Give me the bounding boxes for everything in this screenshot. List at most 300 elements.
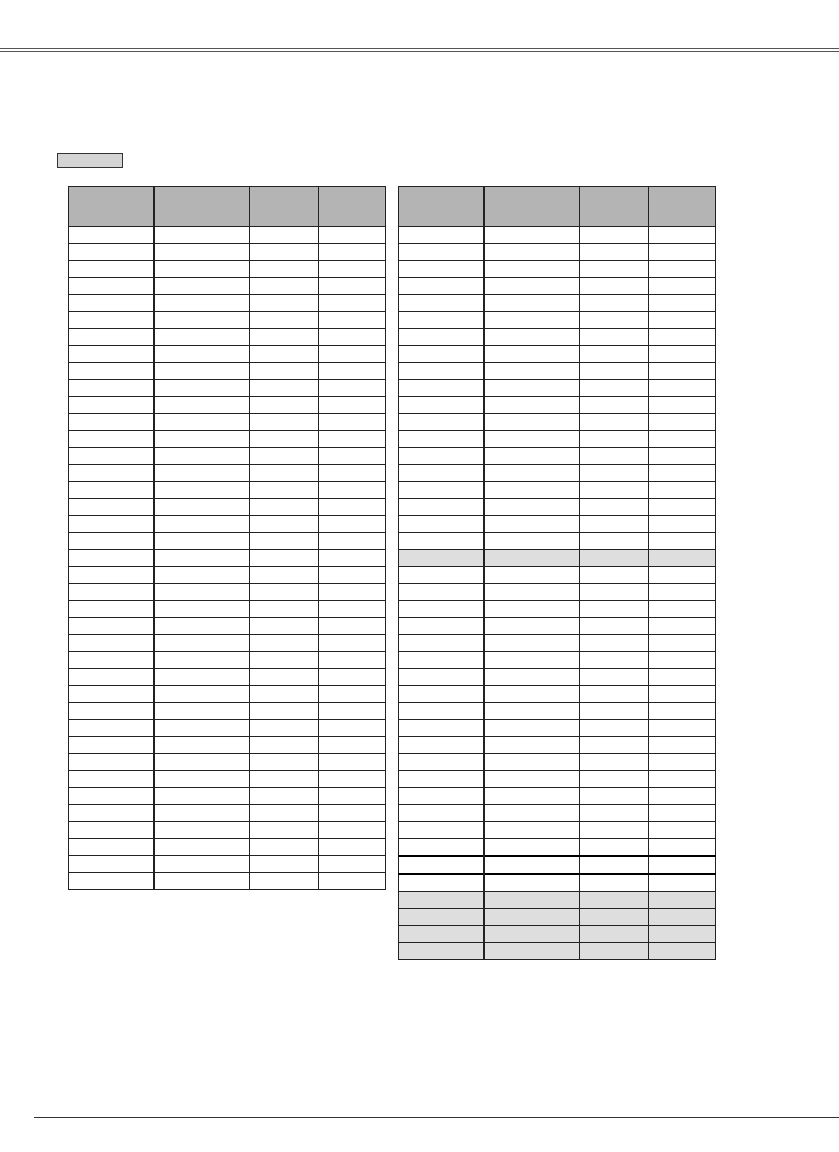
left-table-cell [69, 380, 154, 397]
left-table-cell [319, 329, 386, 346]
left-table-cell [319, 873, 386, 890]
left-table-row [69, 601, 386, 618]
right-table-cell [399, 856, 484, 874]
right-table-cell [649, 448, 716, 465]
left-table-row [69, 448, 386, 465]
left-table-cell [69, 414, 154, 431]
left-table-cell [154, 550, 250, 567]
right-table-cell [399, 737, 484, 754]
right-table-cell [580, 839, 649, 857]
left-table-cell [319, 465, 386, 482]
left-table-cell [250, 839, 319, 856]
left-table-row [69, 244, 386, 261]
left-table-cell [250, 669, 319, 686]
left-table-cell [69, 737, 154, 754]
left-table-cell [69, 754, 154, 771]
right-table-cell [399, 397, 484, 414]
right-table-cell [399, 926, 484, 943]
right-table-cell [484, 874, 580, 892]
right-table-cell [484, 397, 580, 414]
left-table-cell [319, 669, 386, 686]
right-table-cell [399, 754, 484, 771]
right-table-cell [484, 312, 580, 329]
left-table-row [69, 329, 386, 346]
right-table-header-col-1 [399, 187, 484, 227]
left-table-cell [69, 805, 154, 822]
left-table-cell [250, 788, 319, 805]
right-table-row [399, 669, 716, 686]
left-table-cell [319, 227, 386, 244]
right-table-cell [399, 874, 484, 892]
right-table-cell [484, 431, 580, 448]
right-table-cell [580, 567, 649, 584]
left-table-cell [154, 329, 250, 346]
right-table-cell [484, 909, 580, 926]
right-table-cell [649, 414, 716, 431]
right-table-cell [649, 703, 716, 720]
right-table-cell [399, 771, 484, 788]
left-table-cell [319, 533, 386, 550]
right-table-cell [580, 516, 649, 533]
left-table-cell [69, 550, 154, 567]
left-table-cell [154, 873, 250, 890]
right-table-cell [484, 839, 580, 857]
right-table-cell [649, 686, 716, 703]
right-table-cell [484, 601, 580, 618]
left-table-header-row [69, 187, 386, 227]
right-table-cell [484, 635, 580, 652]
left-table-cell [154, 720, 250, 737]
right-table-cell [399, 567, 484, 584]
right-table-row [399, 346, 716, 363]
right-table-row [399, 771, 716, 788]
left-table-row [69, 516, 386, 533]
left-table-cell [319, 380, 386, 397]
left-table-cell [154, 516, 250, 533]
right-table-cell [484, 926, 580, 943]
right-table-cell [399, 329, 484, 346]
left-table-cell [154, 584, 250, 601]
right-table-cell [649, 635, 716, 652]
left-table-cell [154, 652, 250, 669]
right-table-cell [399, 601, 484, 618]
left-table-cell [69, 482, 154, 499]
left-table-cell [250, 533, 319, 550]
left-table-cell [319, 618, 386, 635]
left-table-cell [154, 499, 250, 516]
left-table-row [69, 839, 386, 856]
left-table-cell [319, 397, 386, 414]
right-table-row [399, 380, 716, 397]
right-table-cell [484, 550, 580, 567]
left-table-row [69, 533, 386, 550]
left-table-cell [319, 431, 386, 448]
left-table-cell [154, 737, 250, 754]
right-table-cell [484, 465, 580, 482]
left-table-cell [250, 771, 319, 788]
left-table-cell [250, 856, 319, 873]
right-table-row [399, 533, 716, 550]
left-table-cell [154, 363, 250, 380]
right-table-cell [484, 329, 580, 346]
right-table-cell [484, 380, 580, 397]
left-table-cell [250, 822, 319, 839]
right-table-cell [484, 686, 580, 703]
left-table-cell [69, 788, 154, 805]
right-table-cell [484, 788, 580, 805]
left-table-cell [319, 771, 386, 788]
right-table-row [399, 414, 716, 431]
right-table-cell [399, 669, 484, 686]
right-table-cell [580, 805, 649, 822]
right-table-cell [399, 414, 484, 431]
left-table-cell [154, 261, 250, 278]
right-table-cell [580, 874, 649, 892]
left-table-cell [154, 601, 250, 618]
left-table-cell [69, 363, 154, 380]
right-table-cell [649, 839, 716, 857]
right-table-row [399, 448, 716, 465]
left-table-row [69, 754, 386, 771]
left-table-row [69, 822, 386, 839]
left-table-row [69, 771, 386, 788]
left-table-cell [69, 720, 154, 737]
right-table-cell [484, 737, 580, 754]
left-table-cell [69, 261, 154, 278]
left-table-cell [250, 805, 319, 822]
right-table-cell [580, 669, 649, 686]
left-table-cell [319, 652, 386, 669]
left-table-cell [250, 414, 319, 431]
left-table-cell [69, 397, 154, 414]
left-table-cell [319, 244, 386, 261]
left-table-cell [250, 329, 319, 346]
right-table-row [399, 703, 716, 720]
header-rule-top [0, 48, 839, 49]
left-table-row [69, 703, 386, 720]
left-table-cell [154, 244, 250, 261]
right-table-cell [580, 754, 649, 771]
right-table-row [399, 720, 716, 737]
left-table-cell [154, 448, 250, 465]
left-table-cell [154, 278, 250, 295]
right-table-row [399, 943, 716, 960]
left-table-cell [250, 720, 319, 737]
left-table-cell [69, 448, 154, 465]
right-table-row [399, 584, 716, 601]
right-table-row [399, 295, 716, 312]
right-table-cell [649, 909, 716, 926]
right-table-cell [649, 720, 716, 737]
right-table-row [399, 635, 716, 652]
right-table-cell [399, 516, 484, 533]
left-table-row [69, 414, 386, 431]
right-table-cell [649, 567, 716, 584]
left-table-row [69, 295, 386, 312]
left-table-header-col-1 [69, 187, 154, 227]
right-table-cell [484, 499, 580, 516]
right-table-cell [649, 550, 716, 567]
left-table-header-col-2 [154, 187, 250, 227]
right-table-cell [649, 771, 716, 788]
right-table-row [399, 499, 716, 516]
left-table-cell [154, 567, 250, 584]
left-table-cell [69, 431, 154, 448]
right-table-cell [649, 822, 716, 839]
left-table-cell [250, 261, 319, 278]
right-table-cell [649, 805, 716, 822]
right-table-cell [580, 261, 649, 278]
right-table-cell [580, 635, 649, 652]
right-table-cell [484, 278, 580, 295]
left-table-cell [154, 703, 250, 720]
left-table-cell [319, 499, 386, 516]
left-table-cell [250, 312, 319, 329]
right-table-cell [580, 584, 649, 601]
left-table-cell [69, 839, 154, 856]
left-table-cell [250, 499, 319, 516]
left-table-cell [69, 618, 154, 635]
left-table-cell [69, 652, 154, 669]
right-table-row [399, 839, 716, 857]
right-table-row [399, 482, 716, 499]
left-table-cell [250, 346, 319, 363]
right-table-cell [649, 943, 716, 960]
right-table-cell [649, 244, 716, 261]
left-table-cell [69, 686, 154, 703]
left-table-cell [319, 737, 386, 754]
left-table-cell [319, 720, 386, 737]
left-table-cell [319, 550, 386, 567]
right-table-cell [580, 703, 649, 720]
right-table-row [399, 261, 716, 278]
right-table-cell [649, 669, 716, 686]
right-table-cell [484, 771, 580, 788]
left-table-cell [154, 686, 250, 703]
left-table-cell [69, 244, 154, 261]
right-table-cell [649, 295, 716, 312]
left-table-cell [250, 295, 319, 312]
left-table-cell [250, 652, 319, 669]
right-table-cell [484, 295, 580, 312]
left-table-row [69, 720, 386, 737]
right-table-cell [399, 788, 484, 805]
right-table-cell [580, 943, 649, 960]
left-table-row [69, 635, 386, 652]
right-table-row [399, 363, 716, 380]
right-table-cell [649, 737, 716, 754]
right-table-cell [484, 533, 580, 550]
right-table-cell [399, 892, 484, 909]
right-table-cell [484, 227, 580, 244]
left-table-cell [69, 567, 154, 584]
left-table-cell [319, 754, 386, 771]
right-table-cell [484, 822, 580, 839]
right-table-cell [484, 618, 580, 635]
right-table-cell [649, 346, 716, 363]
right-table-row [399, 805, 716, 822]
right-table-cell [399, 431, 484, 448]
left-table-cell [154, 227, 250, 244]
left-table-body [69, 227, 386, 890]
right-table-cell [484, 703, 580, 720]
left-table-row [69, 805, 386, 822]
right-table-cell [484, 584, 580, 601]
right-table-cell [399, 839, 484, 857]
right-table-cell [649, 584, 716, 601]
left-table-cell [154, 618, 250, 635]
right-table-cell [649, 652, 716, 669]
right-table-cell [580, 909, 649, 926]
right-table-row [399, 754, 716, 771]
left-table-cell [319, 567, 386, 584]
left-table-cell [250, 380, 319, 397]
left-table-row [69, 686, 386, 703]
right-table-cell [649, 874, 716, 892]
left-table-cell [319, 482, 386, 499]
left-table-row [69, 550, 386, 567]
right-table-row [399, 550, 716, 567]
right-table-cell [399, 448, 484, 465]
right-table-row [399, 909, 716, 926]
left-table-row [69, 618, 386, 635]
left-table-cell [319, 295, 386, 312]
right-table-row [399, 431, 716, 448]
right-table-cell [649, 329, 716, 346]
left-table-cell [154, 414, 250, 431]
right-table-cell [580, 465, 649, 482]
right-table-cell [484, 482, 580, 499]
right-table-row [399, 822, 716, 839]
right-table-cell [399, 720, 484, 737]
left-table-row [69, 397, 386, 414]
right-table-body [399, 227, 716, 960]
right-table-cell [649, 856, 716, 874]
left-table-cell [154, 431, 250, 448]
left-table-row [69, 482, 386, 499]
left-table-cell [250, 516, 319, 533]
right-table-cell [399, 295, 484, 312]
right-table-cell [580, 550, 649, 567]
right-table-header-col-3 [580, 187, 649, 227]
left-table-cell [319, 822, 386, 839]
left-table-row [69, 567, 386, 584]
left-table-cell [250, 431, 319, 448]
left-table-cell [69, 703, 154, 720]
left-table-cell [319, 856, 386, 873]
left-table-header-col-3 [250, 187, 319, 227]
left-table-cell [319, 346, 386, 363]
right-table-cell [649, 892, 716, 909]
left-table-cell [69, 278, 154, 295]
right-table-cell [580, 329, 649, 346]
right-table-cell [484, 414, 580, 431]
right-table-cell [580, 601, 649, 618]
right-table-cell [399, 465, 484, 482]
right-table-cell [399, 618, 484, 635]
right-table-cell [399, 482, 484, 499]
left-table-cell [69, 601, 154, 618]
left-table-cell [250, 482, 319, 499]
left-table-row [69, 227, 386, 244]
right-table-cell [649, 380, 716, 397]
left-table-cell [69, 346, 154, 363]
left-table-cell [319, 601, 386, 618]
right-table-cell [580, 652, 649, 669]
right-table-cell [580, 618, 649, 635]
left-table-cell [154, 380, 250, 397]
right-table-cell [484, 363, 580, 380]
section-tab [57, 153, 123, 168]
right-table-row [399, 397, 716, 414]
right-table-row [399, 516, 716, 533]
left-table-cell [250, 635, 319, 652]
right-table-header-col-4 [649, 187, 716, 227]
left-table-row [69, 499, 386, 516]
right-table-cell [580, 380, 649, 397]
right-table-cell [649, 312, 716, 329]
right-table-cell [399, 278, 484, 295]
left-table-cell [154, 295, 250, 312]
right-table-cell [484, 943, 580, 960]
right-table-cell [649, 465, 716, 482]
right-table-cell [484, 448, 580, 465]
left-table-cell [319, 584, 386, 601]
left-table-cell [154, 669, 250, 686]
left-table-cell [154, 788, 250, 805]
left-table-cell [319, 261, 386, 278]
right-table-cell [649, 227, 716, 244]
right-table-row [399, 312, 716, 329]
right-table-cell [399, 686, 484, 703]
right-table-cell [399, 909, 484, 926]
left-table-cell [154, 533, 250, 550]
right-table-row [399, 788, 716, 805]
left-table-cell [69, 312, 154, 329]
left-table-cell [69, 295, 154, 312]
right-table-cell [580, 822, 649, 839]
right-table-cell [649, 601, 716, 618]
right-table-cell [399, 805, 484, 822]
right-table-cell [580, 926, 649, 943]
right-table-cell [399, 550, 484, 567]
right-table-row [399, 601, 716, 618]
left-table-cell [69, 465, 154, 482]
right-table-cell [484, 754, 580, 771]
right-table-cell [399, 363, 484, 380]
right-table-cell [580, 856, 649, 874]
left-table-cell [250, 278, 319, 295]
left-table-cell [250, 737, 319, 754]
left-table-cell [319, 703, 386, 720]
right-table-cell [580, 499, 649, 516]
right-table-cell [580, 346, 649, 363]
left-table-row [69, 278, 386, 295]
left-table-row [69, 669, 386, 686]
left-table-row [69, 431, 386, 448]
left-table-cell [250, 448, 319, 465]
right-table-cell [649, 431, 716, 448]
right-table-cell [649, 363, 716, 380]
left-table [68, 186, 386, 890]
left-table-cell [154, 346, 250, 363]
right-table-row [399, 652, 716, 669]
left-table-cell [319, 312, 386, 329]
right-table-cell [580, 414, 649, 431]
left-table-cell [69, 533, 154, 550]
right-table-cell [484, 669, 580, 686]
footer-rule [34, 1117, 839, 1118]
